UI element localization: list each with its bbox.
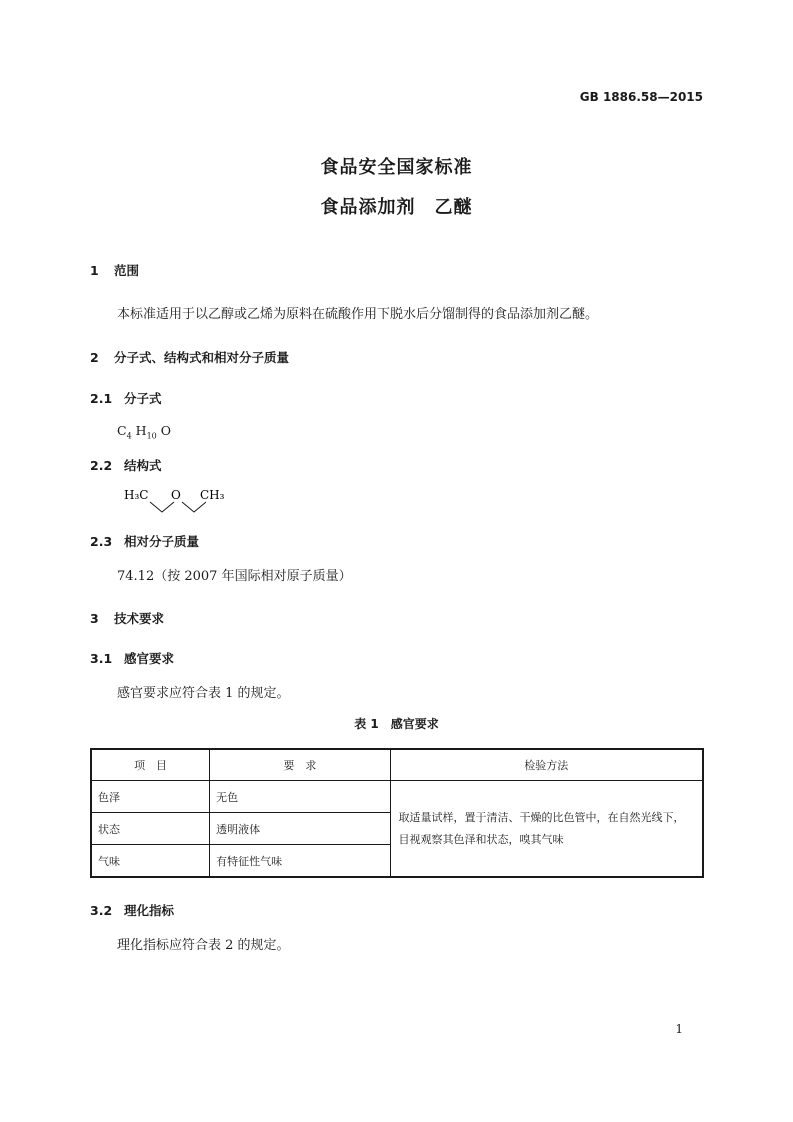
section-number: 3.2 <box>90 903 113 918</box>
section-3-1-heading <box>90 649 174 667</box>
section-title: 相对分子质量 <box>124 534 200 549</box>
cell-requirement: 无色 <box>210 781 390 813</box>
cell-requirement: 透明液体 <box>210 813 390 845</box>
section-1-heading <box>90 261 139 279</box>
section-2-heading <box>90 348 289 366</box>
section-title: 技术要求 <box>114 611 165 626</box>
column-header-method: 检验方法 <box>390 749 703 781</box>
section-title: 范围 <box>114 263 140 278</box>
column-header-item: 项 目 <box>91 749 210 781</box>
section-number: 2.3 <box>90 534 113 549</box>
section-title: 结构式 <box>124 458 162 473</box>
cell-method: 取适量试样，置于清洁、干燥的比色管中，在自然光线下，目视观察其色泽和状态，嗅其气味 <box>390 781 703 878</box>
section-title: 感官要求 <box>124 651 175 666</box>
cell-item: 状态 <box>91 813 210 845</box>
sensory-requirements-table <box>90 748 704 878</box>
cell-requirement: 有特征性气味 <box>210 845 390 878</box>
structure-right-group: CH₃ <box>200 488 225 502</box>
table-header-row <box>91 749 703 781</box>
section-2-2-heading <box>90 456 162 474</box>
bond-left <box>150 502 174 512</box>
physicochemical-paragraph: 理化指标应符合表 2 的规定。 <box>117 938 290 953</box>
section-title: 理化指标 <box>124 903 175 918</box>
scope-paragraph: 本标准适用于以乙醇或乙烯为原料在硫酸作用下脱水后分馏制得的食品添加剂乙醚。 <box>117 307 599 322</box>
cell-item: 色泽 <box>91 781 210 813</box>
section-3-2-heading <box>90 901 174 919</box>
section-number: 1 <box>90 263 99 278</box>
section-title: 分子式、结构式和相对分子质量 <box>114 350 290 365</box>
section-number: 2.1 <box>90 391 113 406</box>
table-row <box>91 781 703 813</box>
bond-right <box>182 502 206 512</box>
section-number: 3 <box>90 611 99 626</box>
sensory-paragraph: 感官要求应符合表 1 的规定。 <box>117 686 290 701</box>
table-1-caption: 表 1 感官要求 <box>354 717 439 731</box>
page-number: 1 <box>675 1022 683 1036</box>
standard-title: 食品安全国家标准 <box>320 157 473 178</box>
molecular-formula: $C_4$ $H_{10}$ O <box>117 423 171 441</box>
section-2-1-heading <box>90 389 162 407</box>
section-3-heading <box>90 609 164 627</box>
section-2-3-heading <box>90 532 199 550</box>
cell-item: 气味 <box>91 845 210 878</box>
section-number: 2.2 <box>90 458 113 473</box>
column-header-requirement: 要 求 <box>210 749 390 781</box>
product-title: 食品添加剂 乙醚 <box>320 197 473 218</box>
document-number: GB 1886.58—2015 <box>579 90 703 104</box>
structure-left-group: H₃C <box>124 488 149 502</box>
section-number: 2 <box>90 350 99 365</box>
structure-oxygen: O <box>171 488 181 502</box>
structural-formula <box>120 484 240 516</box>
section-number: 3.1 <box>90 651 113 666</box>
section-title: 分子式 <box>124 391 162 406</box>
molecular-mass-paragraph: 74.12（按 2007 年国际相对原子质量） <box>117 569 352 584</box>
